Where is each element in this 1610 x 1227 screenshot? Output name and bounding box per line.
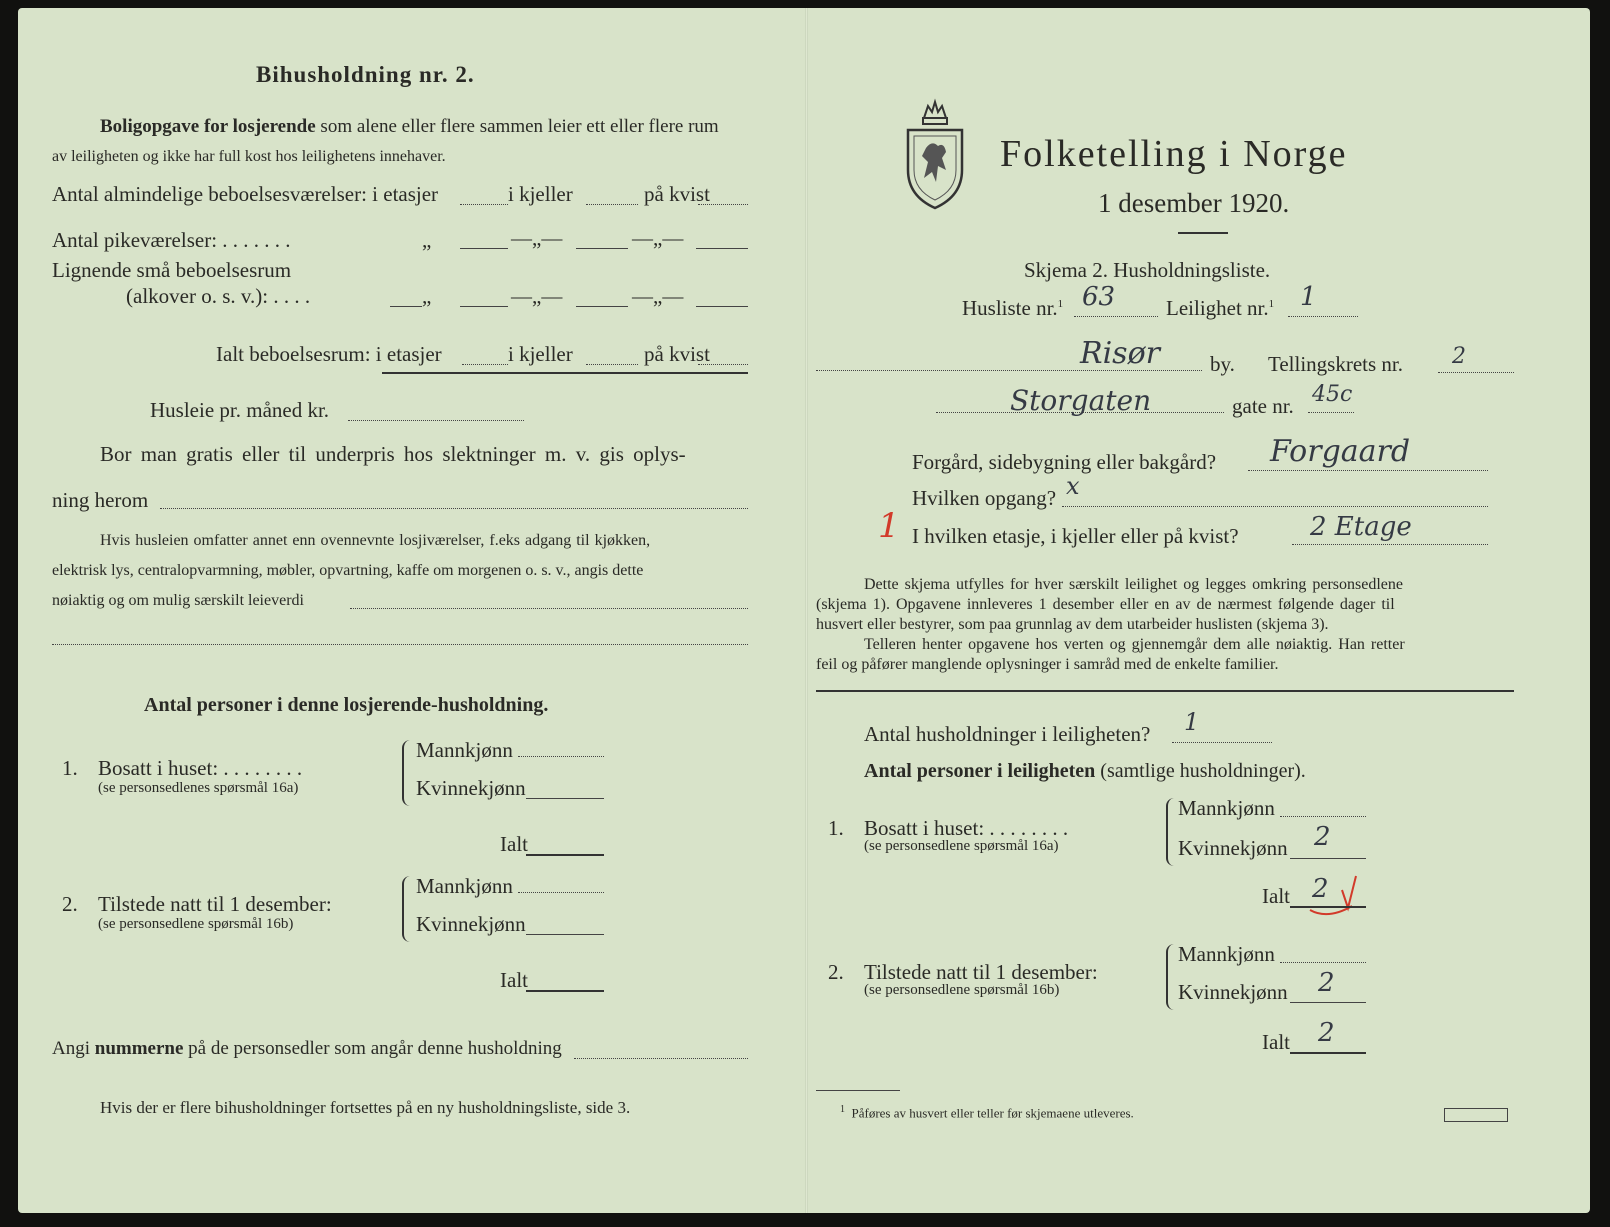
town-line xyxy=(816,370,1202,371)
pike-line-3 xyxy=(696,248,748,249)
alkover-dash-2: —„— xyxy=(632,284,684,308)
right-item1-label: Bosatt i huset: . . . . . . . . xyxy=(864,816,1069,840)
rooms-kjeller-line xyxy=(586,204,638,205)
title-rule xyxy=(1178,232,1228,234)
ialt-etasjer-line xyxy=(462,364,508,365)
hvis-line-1: Hvis husleien omfatter annet enn ovennevnte losjiværelser, f.eks adgang til kjøkken, xyxy=(100,532,651,549)
left-persons-title: Antal personer i denne losjerende-husholdning. xyxy=(144,694,549,716)
right-item2-mann-line xyxy=(1280,962,1366,963)
etasje-value: 2 Etage xyxy=(1310,512,1412,542)
left-item2-num: 2. xyxy=(62,892,78,916)
krets-line xyxy=(1438,372,1514,373)
left-item2-kvinne: Kvinnekjønn xyxy=(416,912,526,936)
forgaard-label: Forgård, sidebygning eller bakgård? xyxy=(912,450,1217,474)
krets-label: Tellingskrets nr. xyxy=(1268,352,1404,376)
right-persons-title: Antal personer i leiligheten (samtlige husholdninger). xyxy=(864,760,1306,782)
rooms-etasjer-line xyxy=(460,204,508,205)
coat-of-arms-icon xyxy=(902,96,968,212)
hvis-line-3: nøiaktig og om mulig særskilt leieverdi xyxy=(52,592,304,609)
husleie-line xyxy=(348,420,524,421)
right-item2-sub: (se personsedlene spørsmål 16b) xyxy=(864,982,1060,998)
opgang-label: Hvilken opgang? xyxy=(912,486,1057,510)
right-date: 1 desember 1920. xyxy=(1098,188,1290,218)
alkover-line-0 xyxy=(390,306,422,307)
husleie-label: Husleie pr. måned kr. xyxy=(150,398,330,422)
opgang-value: x xyxy=(1066,472,1080,500)
instr-line-5: feil og påfører manglende oplysninger i samråd med de enkelte familier. xyxy=(816,656,1279,673)
right-item1-ialt-value: 2 xyxy=(1312,874,1329,904)
right-item2-kvinne-value: 2 xyxy=(1318,968,1335,998)
pike-ditto: „ xyxy=(422,228,432,252)
angi-line: Angi nummerne på de personsedler som angår denne husholdning xyxy=(52,1038,562,1059)
right-item2-num: 2. xyxy=(828,960,844,984)
opgang-line xyxy=(1062,506,1488,507)
left-item2-kvinne-line xyxy=(526,934,604,935)
left-item2-mann-line xyxy=(518,892,604,893)
town-value: Risør xyxy=(1080,336,1160,371)
right-item1-sub: (se personsedlene spørsmål 16a) xyxy=(864,838,1059,854)
alkover-line-3 xyxy=(696,306,748,307)
pike-dash-1: —„— xyxy=(511,226,563,250)
pike-line-2 xyxy=(576,248,628,249)
hush-value: 1 xyxy=(1184,708,1200,736)
right-item1-kvinne-value: 2 xyxy=(1314,822,1331,852)
right-item1-kvinne-line xyxy=(1290,858,1366,859)
left-item1-sub: (se personsedlenes spørsmål 16a) xyxy=(98,780,299,796)
etasje-line xyxy=(1292,544,1488,545)
husliste-label: Husliste nr.$^1$ xyxy=(962,296,1064,320)
pike-label: Antal pikeværelser: . . . . . . . xyxy=(52,228,291,252)
leilighet-label: Leilighet nr.$^1$ xyxy=(1166,296,1275,320)
right-item1-kvinne: Kvinnekjønn xyxy=(1178,836,1288,860)
right-item1-mann: Mannkjønn xyxy=(1178,796,1275,820)
page-fold xyxy=(805,8,808,1213)
right-item2-brace xyxy=(1166,944,1176,1010)
ialt-kvist-line xyxy=(698,364,748,365)
bor-line-1: Bor man gratis eller til underpris hos slektninger m. v. gis oplys- xyxy=(100,442,686,466)
left-item2-ialt-line xyxy=(526,990,604,992)
left-item1-num: 1. xyxy=(62,756,78,780)
left-item2-brace xyxy=(402,876,412,942)
alkover-dash-1: —„— xyxy=(511,284,563,308)
left-item1-brace xyxy=(402,740,412,806)
right-item1-ialt-line xyxy=(1290,906,1366,908)
gate-line xyxy=(1308,412,1354,413)
footnote: $^1$ Påføres av husvert eller teller før skjemaene utleveres. xyxy=(840,1104,1134,1121)
left-item1-ialt: Ialt xyxy=(500,832,528,856)
rooms-kvist-line xyxy=(698,204,748,205)
pike-line-1 xyxy=(460,248,508,249)
left-item2-mann: Mannkjønn xyxy=(416,874,513,898)
footnote-rule xyxy=(816,1090,900,1091)
instr-line-1: Dette skjema utfylles for hver særskilt leilighet og legges omkring personsedlene xyxy=(864,576,1403,593)
census-form-sheet xyxy=(18,8,1590,1213)
margin-red-mark: 1 xyxy=(878,506,900,546)
intro-line-2: av leiligheten og ikke har full kost hos leilighetens innehaver. xyxy=(52,148,446,165)
rooms-kvist-label: på kvist xyxy=(644,182,710,206)
instr-line-3: husvert eller bestyrer, som paa grunnlag av dem utarbeider huslisten (skjema 3). xyxy=(816,616,1329,633)
ialt-underline xyxy=(382,372,748,374)
instr-line-2: (skjema 1). Opgavene innleveres 1 desember eller en av de nærmest følgende dager til xyxy=(816,596,1395,613)
lignende-label: Lignende små beboelsesrum xyxy=(52,258,292,282)
red-check-mark xyxy=(1308,874,1380,934)
hush-line xyxy=(1172,742,1272,743)
left-item1-kvinne-line xyxy=(526,798,604,799)
rooms-label: Antal almindelige beboelsesværelser: i etasjer xyxy=(52,182,439,206)
alkover-line-1 xyxy=(460,306,508,307)
right-item2-label: Tilstede natt til 1 desember: xyxy=(864,960,1098,984)
instr-line-4: Telleren henter opgavene hos verten og gjennemgår dem alle nøiaktig. Han retter xyxy=(864,636,1405,653)
leilighet-line xyxy=(1288,316,1358,317)
alkover-line-2 xyxy=(576,306,628,307)
etasje-label: I hvilken etasje, i kjeller eller på kvist? xyxy=(912,524,1239,548)
left-item1-ialt-line xyxy=(526,854,604,856)
forgaard-line xyxy=(1248,470,1488,471)
gate-value: 45c xyxy=(1312,382,1353,407)
street-line xyxy=(936,412,1224,413)
right-item2-ialt: Ialt xyxy=(1262,1030,1290,1054)
krets-value: 2 xyxy=(1452,344,1466,369)
left-item2-label: Tilstede natt til 1 desember: xyxy=(98,892,332,916)
left-item1-label: Bosatt i huset: . . . . . . . . xyxy=(98,756,303,780)
ialt-kvist-label: på kvist xyxy=(644,342,710,366)
hvis-line-b xyxy=(52,644,748,645)
husliste-line xyxy=(1074,316,1158,317)
right-item2-ialt-line xyxy=(1290,1052,1366,1054)
printer-stamp xyxy=(1444,1108,1508,1122)
ialt-kjeller-line xyxy=(586,364,638,365)
forgaard-value: Forgaard xyxy=(1270,434,1411,469)
husliste-value: 63 xyxy=(1082,282,1116,312)
bor-line-2: ning herom xyxy=(52,488,149,512)
left-item2-ialt: Ialt xyxy=(500,968,528,992)
left-item1-mann-line xyxy=(518,756,604,757)
right-item1-num: 1. xyxy=(828,816,844,840)
left-item2-sub: (se personsedlene spørsmål 16b) xyxy=(98,916,294,932)
right-item2-ialt-value: 2 xyxy=(1318,1018,1335,1048)
pike-dash-2: —„— xyxy=(632,226,684,250)
intro-line-1: Boligopgave for losjerende som alene eller flere sammen leier ett eller flere rum xyxy=(100,116,719,137)
bor-line xyxy=(160,508,748,509)
street-value: Storgaten xyxy=(1010,384,1152,417)
ialt-kjeller-label: i kjeller xyxy=(508,342,573,366)
gate-label: gate nr. xyxy=(1232,394,1294,418)
right-item2-kvinne-line xyxy=(1290,1002,1366,1003)
instr-rule xyxy=(816,690,1514,692)
right-item2-mann: Mannkjønn xyxy=(1178,942,1275,966)
alkover-label: (alkover o. s. v.): . . . . xyxy=(126,284,311,308)
schema-label: Skjema 2. Husholdningsliste. xyxy=(1024,258,1271,282)
by-label: by. xyxy=(1210,352,1235,376)
hvis-line-2: elektrisk lys, centralopvarmning, møbler, opvartning, kaffe om morgenen o. s. v., angis dette xyxy=(52,562,644,579)
rooms-kjeller-label: i kjeller xyxy=(508,182,573,206)
angi-underline xyxy=(574,1058,748,1059)
right-item1-ialt: Ialt xyxy=(1262,884,1290,908)
right-item1-mann-line xyxy=(1280,816,1366,817)
left-item1-kvinne: Kvinnekjønn xyxy=(416,776,526,800)
right-item2-kvinne: Kvinnekjønn xyxy=(1178,980,1288,1004)
ialt-rooms-label: Ialt beboelsesrum: i etasjer xyxy=(216,342,442,366)
left-item1-mann: Mannkjønn xyxy=(416,738,513,762)
hvis-line-a xyxy=(350,608,748,609)
alkover-ditto: „ xyxy=(422,284,432,308)
right-item1-brace xyxy=(1166,798,1176,866)
leilighet-value: 1 xyxy=(1300,282,1317,312)
hush-label: Antal husholdninger i leiligheten? xyxy=(864,722,1151,746)
right-title: Folketelling i Norge xyxy=(1000,133,1348,175)
left-footer: Hvis der er flere bihusholdninger fortsettes på en ny husholdningsliste, side 3. xyxy=(100,1098,631,1117)
left-title: Bihusholdning nr. 2. xyxy=(256,62,475,87)
